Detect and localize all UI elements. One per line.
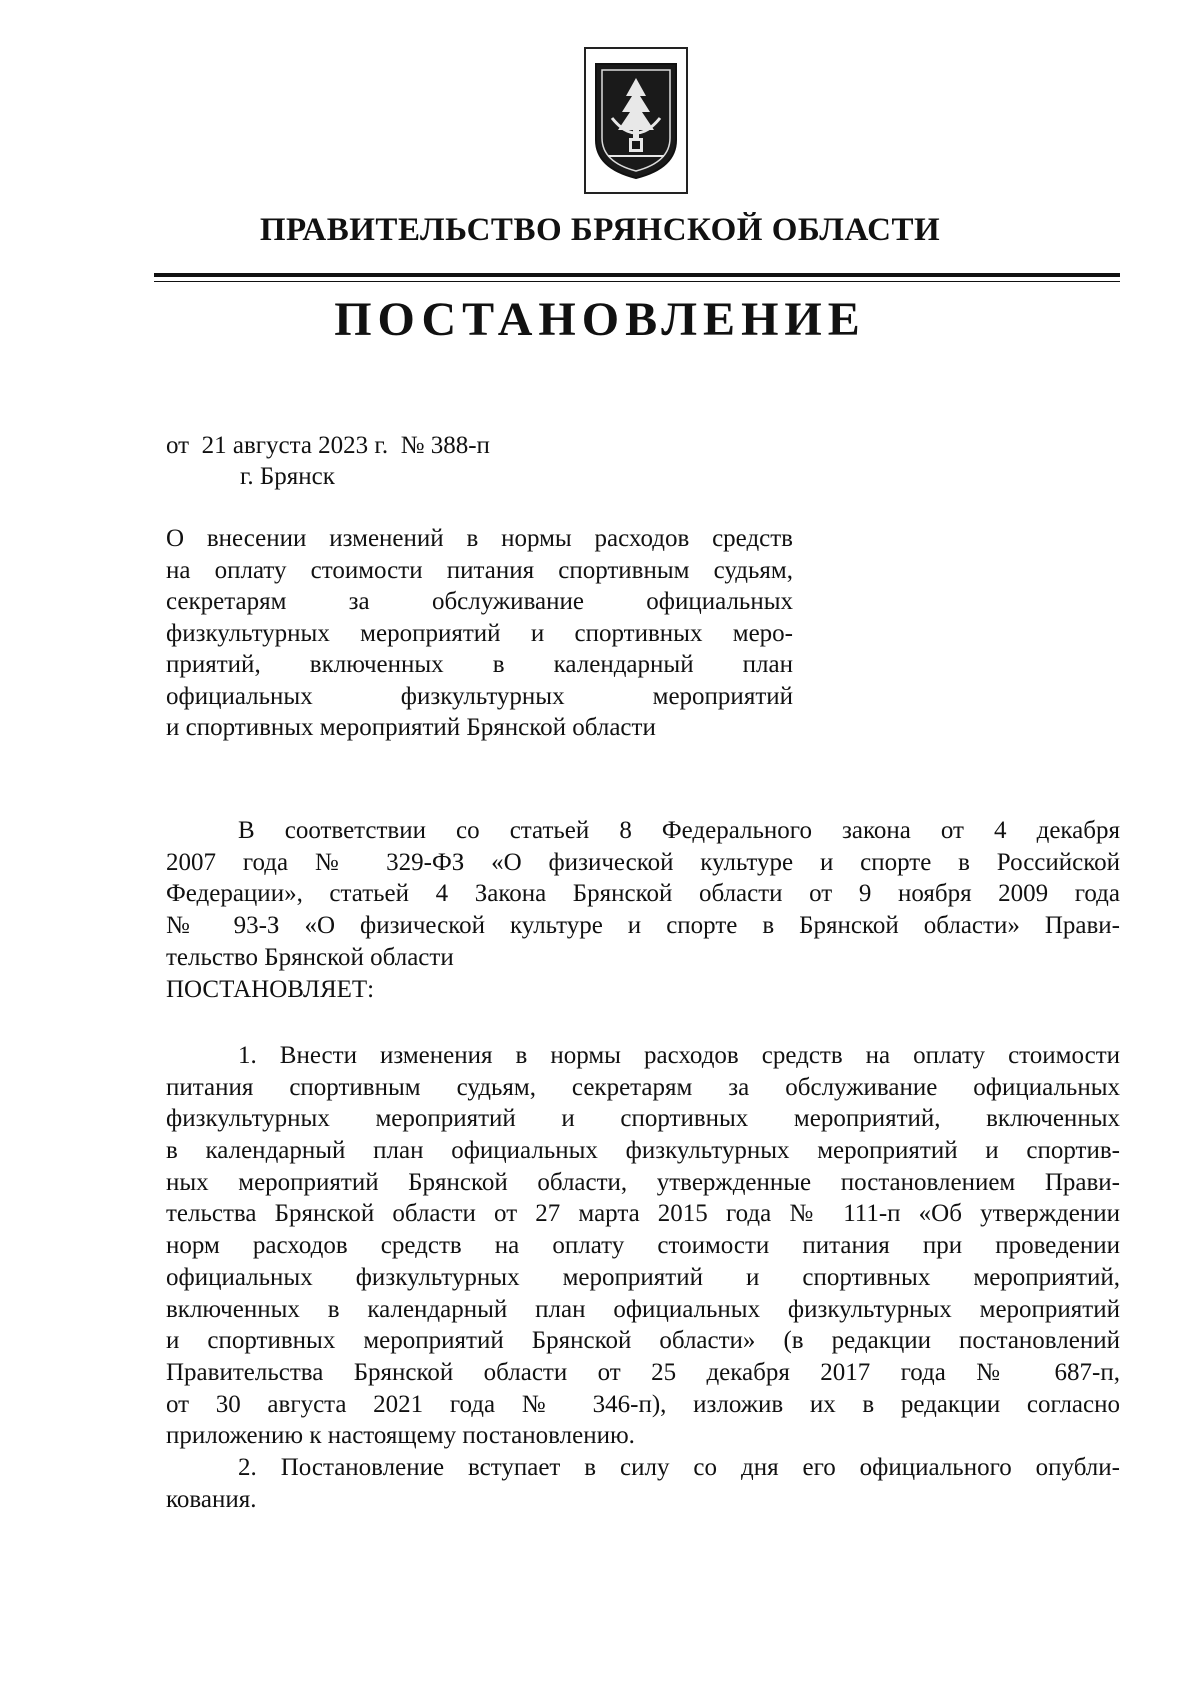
decree-word: ПОСТАНОВЛЯЕТ: — [166, 976, 375, 1003]
paragraph-line: питания спортивным судьям, секретарям за обслуживание официальных — [166, 1073, 1120, 1101]
paragraph-line: Федерации», статьей 4 Закона Брянской области от 9 ноября 2009 года — [166, 880, 1120, 908]
subject-line: О внесении изменений в нормы расходов средств — [166, 525, 793, 552]
paragraph-line: норм расходов средств на оплату стоимости питания при проведении — [166, 1232, 1120, 1260]
document-subject — [166, 523, 793, 744]
header-rule-thick — [154, 273, 1120, 277]
paragraph-line: В соответствии со статьей 8 Федерального закона от 4 декабря — [238, 817, 1120, 844]
paragraph-line: тельства Брянской области от 27 марта 2015 года № 111-п «Об утверждении — [166, 1200, 1120, 1228]
paragraph-line: от 30 августа 2021 года № 346-п), изложив их в редакции согласно — [166, 1390, 1120, 1418]
paragraph-line: в календарный план официальных физкультурных мероприятий и спортив- — [166, 1137, 1120, 1165]
subject-line: приятий, включенных в календарный план — [166, 651, 793, 678]
preamble-paragraph — [166, 815, 1120, 973]
coat-of-arms-icon — [592, 60, 680, 182]
subject-line: физкультурных мероприятий и спортивных меро- — [166, 619, 793, 647]
paragraph-line: 2007 года № 329-ФЗ «О физической культуре и спорте в Российской — [166, 848, 1120, 876]
document-city: г. Брянск — [240, 463, 335, 490]
paragraph-line: № 93-З «О физической культуре и спорте в Брянской области» Прави- — [166, 912, 1120, 940]
paragraph-line: физкультурных мероприятий и спортивных мероприятий, включенных — [166, 1105, 1120, 1133]
coat-of-arms-emblem — [584, 47, 688, 194]
paragraph-line: кования. — [166, 1485, 257, 1513]
paragraph-line: тельство Брянской области — [166, 943, 454, 971]
paragraph-line: включенных в календарный план официальных физкультурных мероприятий — [166, 1295, 1120, 1323]
header-rule-thin — [154, 281, 1120, 282]
paragraph-line: Правительства Брянской области от 25 декабря 2017 года № 687-п, — [166, 1358, 1120, 1386]
subject-line: на оплату стоимости питания спортивным судьям, — [166, 556, 793, 584]
document-type-heading: ПОСТАНОВЛЕНИЕ — [334, 293, 866, 346]
paragraph-line: официальных физкультурных мероприятий и спортивных мероприятий, — [166, 1263, 1120, 1291]
paragraph-line: приложению к настоящему постановлению. — [166, 1422, 635, 1450]
organization-title: ПРАВИТЕЛЬСТВО БРЯНСКОЙ ОБЛАСТИ — [259, 212, 941, 248]
paragraph-line: 1. Внести изменения в нормы расходов средств на оплату стоимости — [238, 1042, 1120, 1069]
paragraph-line: 2. Постановление вступает в силу со дня его официального опубли- — [238, 1454, 1120, 1481]
clause-2-paragraph — [166, 1452, 1120, 1515]
clause-1-paragraph — [166, 1040, 1120, 1452]
document-date-number: от 21 августа 2023 г. № 388-п — [166, 432, 490, 459]
paragraph-line: и спортивных мероприятий Брянской области» (в редакции постановлений — [166, 1327, 1120, 1355]
paragraph-line: ных мероприятий Брянской области, утвержденные постановлением Прави- — [166, 1168, 1120, 1196]
subject-line: и спортивных мероприятий Брянской области — [166, 714, 656, 741]
subject-line: официальных физкультурных мероприятий — [166, 682, 793, 710]
subject-line: секретарям за обслуживание официальных — [166, 588, 793, 615]
